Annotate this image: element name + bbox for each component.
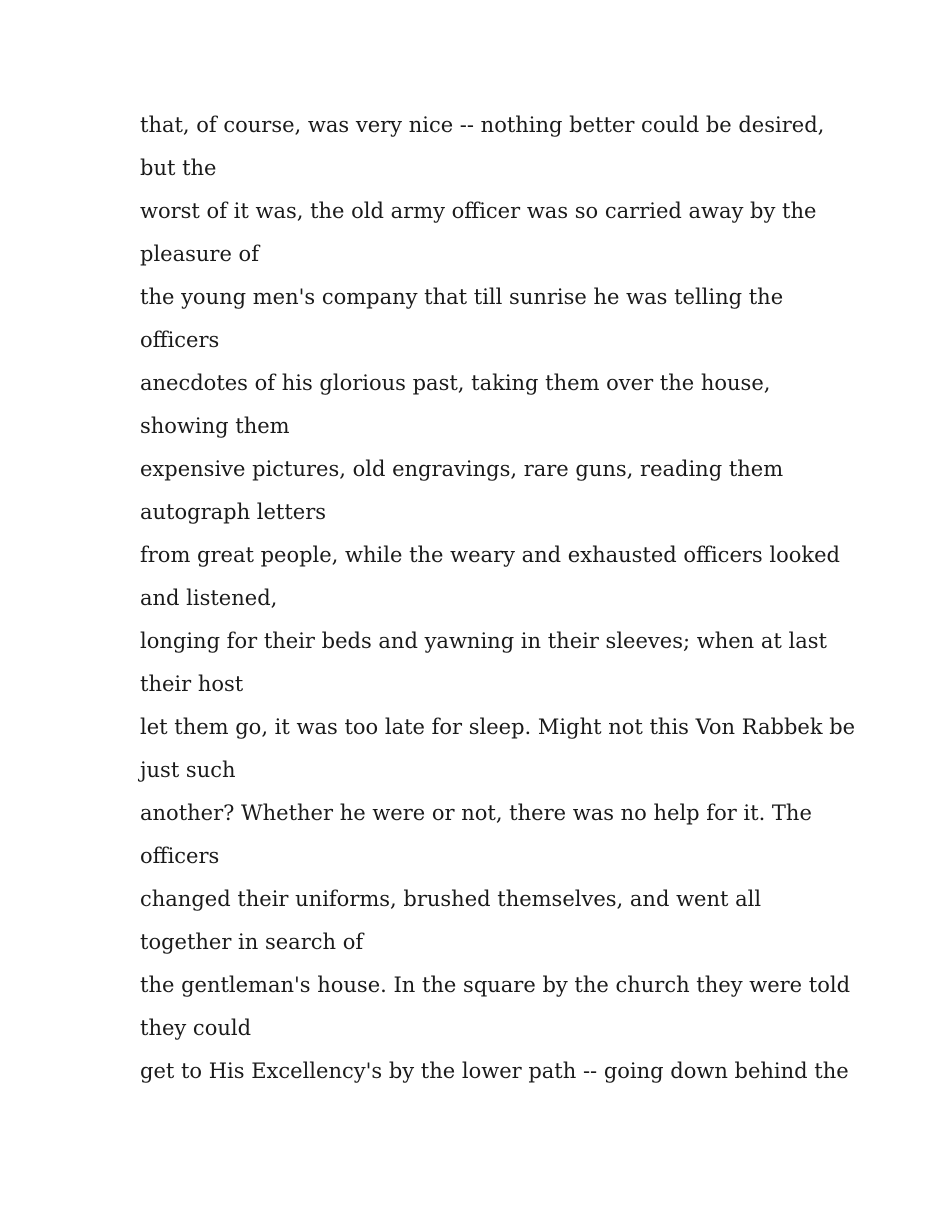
- text-line: let them go, it was too late for sleep. Might not this Von Rabbek be: [140, 715, 856, 739]
- text-line: showing them: [140, 414, 290, 438]
- text-line: pleasure of: [140, 242, 259, 266]
- body-text: [140, 104, 856, 1093]
- text-line: their host: [140, 672, 244, 696]
- text-line: officers: [140, 328, 220, 352]
- text-line: together in search of: [140, 930, 364, 954]
- text-line: officers: [140, 844, 220, 868]
- text-line: get to His Excellency's by the lower path -- going down behind the: [140, 1059, 849, 1083]
- text-line: the young men's company that till sunrise he was telling the: [140, 285, 784, 309]
- text-line: autograph letters: [140, 500, 327, 524]
- text-line: from great people, while the weary and exhausted officers looked: [140, 543, 840, 567]
- text-line: just such: [140, 758, 236, 782]
- text-line: expensive pictures, old engravings, rare guns, reading them: [140, 457, 784, 481]
- text-line: longing for their beds and yawning in their sleeves; when at last: [140, 629, 827, 653]
- text-line: another? Whether he were or not, there was no help for it. The: [140, 801, 812, 825]
- text-line: they could: [140, 1016, 252, 1040]
- text-line: and listened,: [140, 586, 278, 610]
- text-line: changed their uniforms, brushed themselves, and went all: [140, 887, 762, 911]
- text-line: anecdotes of his glorious past, taking them over the house,: [140, 371, 771, 395]
- text-line: the gentleman's house. In the square by the church they were told: [140, 973, 851, 997]
- text-line: that, of course, was very nice -- nothing better could be desired,: [140, 113, 825, 137]
- text-line: worst of it was, the old army officer was so carried away by the: [140, 199, 817, 223]
- text-line: but the: [140, 156, 217, 180]
